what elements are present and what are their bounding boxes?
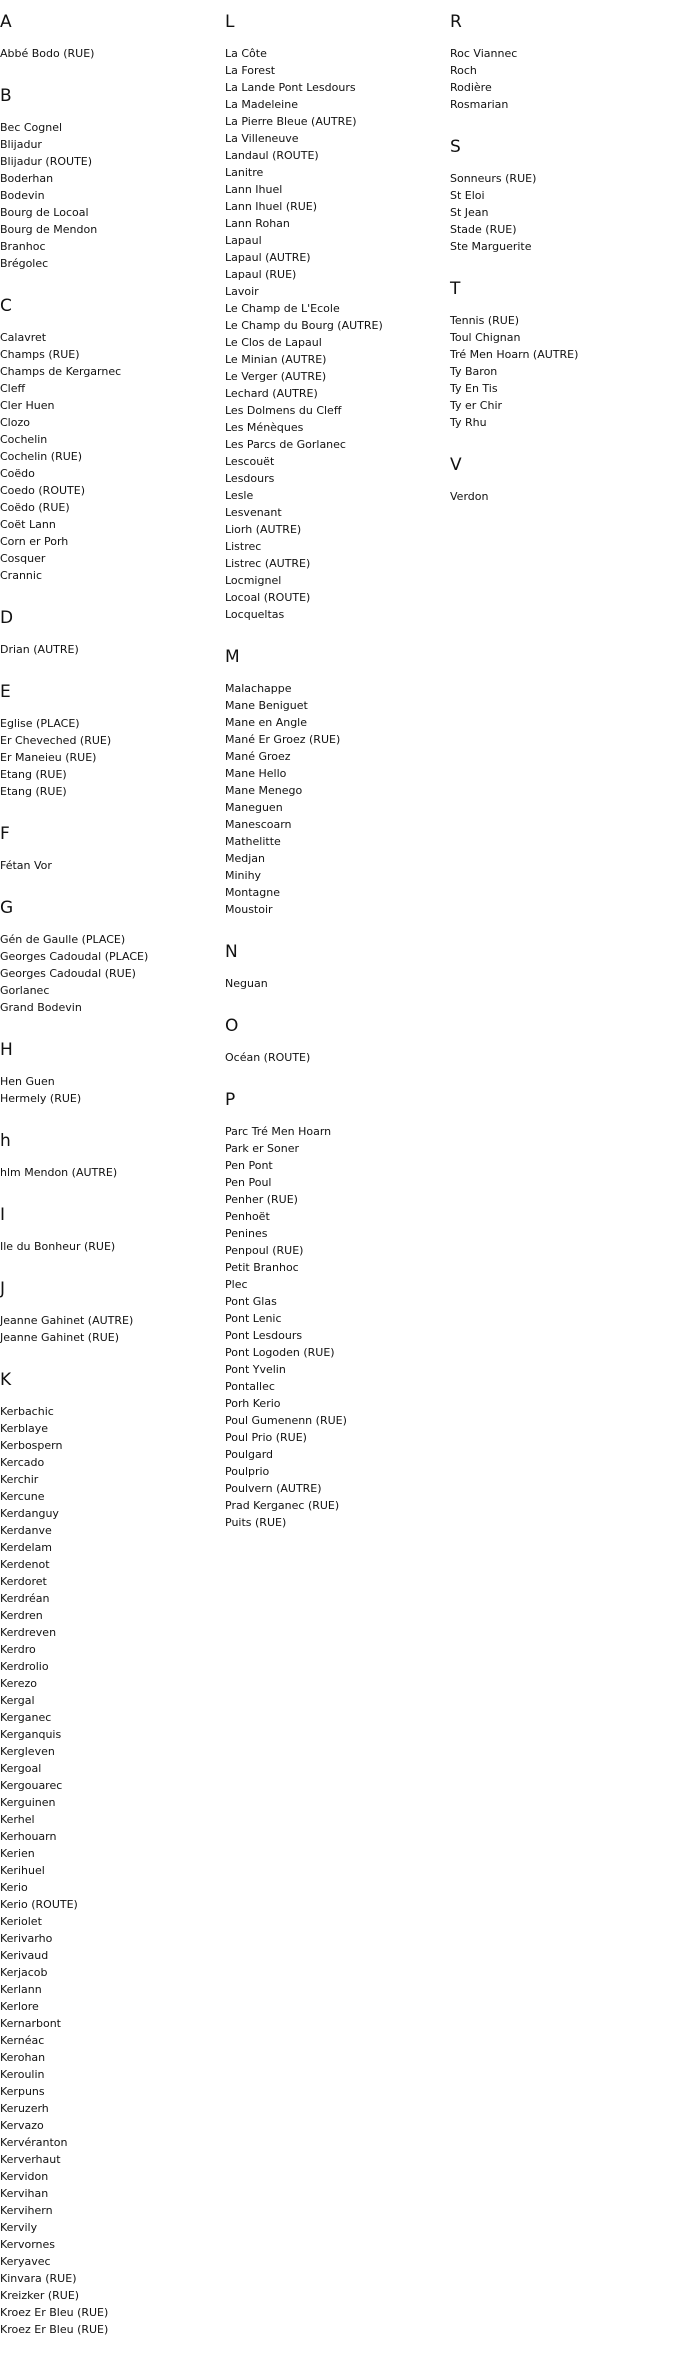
street-link-roch[interactable]: Roch xyxy=(450,64,477,77)
letter-heading: I xyxy=(0,1205,6,1225)
street-link-kerivaud[interactable]: Kerivaud xyxy=(0,1949,49,1962)
street-link-lann-rohan[interactable]: Lann Rohan xyxy=(225,217,290,230)
street-link-ty-en-tis[interactable]: Ty En Tis xyxy=(450,382,498,395)
street-link-tennis-rue[interactable]: Tennis (RUE) xyxy=(450,314,520,327)
street-link-locoal-route[interactable]: Locoal (ROUTE) xyxy=(225,591,311,604)
street-link-la-forest[interactable]: La Forest xyxy=(225,64,276,77)
street-link-les-meneques[interactable]: Les Ménèques xyxy=(225,421,304,434)
street-link-blijadur-route[interactable]: Blijadur (ROUTE) xyxy=(0,155,93,168)
street-link-medjan[interactable]: Medjan xyxy=(225,852,266,865)
letter-section-c xyxy=(0,296,215,584)
street-link-ile-du-bonheur-rue[interactable]: Ile du Bonheur (RUE) xyxy=(0,1240,116,1253)
street-link-kerjacob[interactable]: Kerjacob xyxy=(0,1966,48,1979)
street-link-kerio[interactable]: Kerio xyxy=(0,1881,28,1894)
street-link-clozo[interactable]: Clozo xyxy=(0,416,30,429)
street-link-drian-autre[interactable]: Drian (AUTRE) xyxy=(0,643,79,656)
street-link-blijadur[interactable]: Blijadur xyxy=(0,138,42,151)
street-link-le-champ-de-l-ecole[interactable]: Le Champ de L'Ecole xyxy=(225,302,340,315)
street-link-cosquer[interactable]: Cosquer xyxy=(0,552,46,565)
street-link-mane-hello[interactable]: Mane Hello xyxy=(225,767,287,780)
street-link-abbe-bodo-rue[interactable]: Abbé Bodo (RUE) xyxy=(0,47,95,60)
letter-section-d xyxy=(0,608,215,658)
street-link-keryavec[interactable]: Keryavec xyxy=(0,2255,51,2268)
street-link-park-er-soner[interactable]: Park er Soner xyxy=(225,1142,300,1155)
street-link-lapaul[interactable]: Lapaul xyxy=(225,234,262,247)
letter-section-h xyxy=(0,1131,215,1181)
street-link-keroulin[interactable]: Keroulin xyxy=(0,2068,45,2081)
street-link-neguan[interactable]: Neguan xyxy=(225,977,268,990)
street-link-mane-groez[interactable]: Mané Groez xyxy=(225,750,291,763)
street-link-landaul-route[interactable]: Landaul (ROUTE) xyxy=(225,149,319,162)
street-link-les-parcs-de-gorlanec[interactable]: Les Parcs de Gorlanec xyxy=(225,438,346,451)
street-link-grand-bodevin[interactable]: Grand Bodevin xyxy=(0,1001,82,1014)
letter-section-m xyxy=(225,647,440,918)
street-link-kerdanguy[interactable]: Kerdanguy xyxy=(0,1507,59,1520)
street-link-kerchir[interactable]: Kerchir xyxy=(0,1473,39,1486)
letter-heading: F xyxy=(0,824,10,844)
street-column-2 xyxy=(225,12,440,1555)
street-link-kerdenot[interactable]: Kerdenot xyxy=(0,1558,50,1571)
street-link-verdon[interactable]: Verdon xyxy=(450,490,489,503)
letter-heading: P xyxy=(225,1090,236,1110)
street-link-bec-cognel[interactable]: Bec Cognel xyxy=(0,121,63,134)
letter-section-o xyxy=(225,1016,440,1066)
street-link-kerlore[interactable]: Kerlore xyxy=(0,2000,39,2013)
street-link-georges-cadoudal-rue[interactable]: Georges Cadoudal (RUE) xyxy=(0,967,136,980)
street-link-kerbospern[interactable]: Kerbospern xyxy=(0,1439,63,1452)
street-link-kerohan[interactable]: Kerohan xyxy=(0,2051,46,2064)
street-link-locmignel[interactable]: Locmignel xyxy=(225,574,282,587)
street-link-kerdrolio[interactable]: Kerdrolio xyxy=(0,1660,49,1673)
street-link-pont-lenic[interactable]: Pont Lenic xyxy=(225,1312,282,1325)
street-link-kerganquis[interactable]: Kerganquis xyxy=(0,1728,62,1741)
street-link-branhoc[interactable]: Branhoc xyxy=(0,240,46,253)
street-link-la-villeneuve[interactable]: La Villeneuve xyxy=(225,132,299,145)
street-link-kerdelam[interactable]: Kerdelam xyxy=(0,1541,53,1554)
letter-section-l xyxy=(225,12,440,623)
street-link-mane-beniguet[interactable]: Mane Beniguet xyxy=(225,699,308,712)
street-link-lesvenant[interactable]: Lesvenant xyxy=(225,506,282,519)
street-link-poulgard[interactable]: Poulgard xyxy=(225,1448,274,1461)
street-link-kerverhaut[interactable]: Kerverhaut xyxy=(0,2153,61,2166)
street-link-mane-en-angle[interactable]: Mane en Angle xyxy=(225,716,308,729)
street-link-gorlanec[interactable]: Gorlanec xyxy=(0,984,50,997)
street-link-kerdreven[interactable]: Kerdreven xyxy=(0,1626,57,1639)
street-link-pen-pont[interactable]: Pen Pont xyxy=(225,1159,273,1172)
street-link-locqueltas[interactable]: Locqueltas xyxy=(225,608,285,621)
letter-section-j xyxy=(0,1279,215,1346)
street-link-cleff[interactable]: Cleff xyxy=(0,382,26,395)
street-link-fetan-vor[interactable]: Fétan Vor xyxy=(0,859,52,872)
street-link-listrec-autre[interactable]: Listrec (AUTRE) xyxy=(225,557,311,570)
street-link-pontallec[interactable]: Pontallec xyxy=(225,1380,275,1393)
street-link-poul-prio-rue[interactable]: Poul Prio (RUE) xyxy=(225,1431,307,1444)
street-link-la-cote[interactable]: La Côte xyxy=(225,47,267,60)
letter-section-v xyxy=(450,455,665,505)
street-link-hen-guen[interactable]: Hen Guen xyxy=(0,1075,55,1088)
street-column-3 xyxy=(450,12,665,529)
street-link-kerveranton[interactable]: Kervéranton xyxy=(0,2136,68,2149)
street-link-la-madeleine[interactable]: La Madeleine xyxy=(225,98,298,111)
street-link-ocean-route[interactable]: Océan (ROUTE) xyxy=(225,1051,311,1064)
street-link-petit-branhoc[interactable]: Petit Branhoc xyxy=(225,1261,299,1274)
street-link-lesdours[interactable]: Lesdours xyxy=(225,472,275,485)
street-link-coedo-rue[interactable]: Coëdo (RUE) xyxy=(0,501,70,514)
letter-section-t xyxy=(450,279,665,431)
street-link-georges-cadoudal-place[interactable]: Georges Cadoudal (PLACE) xyxy=(0,950,149,963)
street-link-eglise-place[interactable]: Eglise (PLACE) xyxy=(0,717,80,730)
street-link-porh-kerio[interactable]: Porh Kerio xyxy=(225,1397,281,1410)
street-link-etang-rue[interactable]: Etang (RUE) xyxy=(0,785,67,798)
street-link-le-minian-autre[interactable]: Le Minian (AUTRE) xyxy=(225,353,327,366)
street-link-lapaul-rue[interactable]: Lapaul (RUE) xyxy=(225,268,297,281)
street-link-kergal[interactable]: Kergal xyxy=(0,1694,35,1707)
street-link-kerlann[interactable]: Kerlann xyxy=(0,1983,42,1996)
street-link-kervihern[interactable]: Kervihern xyxy=(0,2204,53,2217)
street-link-lescouet[interactable]: Lescouët xyxy=(225,455,275,468)
street-link-stade-rue[interactable]: Stade (RUE) xyxy=(450,223,517,236)
street-link-pen-poul[interactable]: Pen Poul xyxy=(225,1176,272,1189)
street-link-pont-logoden-rue[interactable]: Pont Logoden (RUE) xyxy=(225,1346,335,1359)
street-link-kerbachic[interactable]: Kerbachic xyxy=(0,1405,54,1418)
street-link-kervihan[interactable]: Kervihan xyxy=(0,2187,49,2200)
letter-heading: C xyxy=(0,296,12,316)
street-link-kerivarho[interactable]: Kerivarho xyxy=(0,1932,53,1945)
letter-heading: G xyxy=(0,898,14,918)
street-link-kerguinen[interactable]: Kerguinen xyxy=(0,1796,56,1809)
letter-section-g xyxy=(0,898,215,1016)
street-link-listrec[interactable]: Listrec xyxy=(225,540,262,553)
street-link-kerdanve[interactable]: Kerdanve xyxy=(0,1524,52,1537)
street-link-er-maneieu-rue[interactable]: Er Maneieu (RUE) xyxy=(0,751,97,764)
street-link-poulvern-autre[interactable]: Poulvern (AUTRE) xyxy=(225,1482,322,1495)
street-link-kervidon[interactable]: Kervidon xyxy=(0,2170,49,2183)
street-link-sonneurs-rue[interactable]: Sonneurs (RUE) xyxy=(450,172,537,185)
street-link-mane-er-groez-rue[interactable]: Mané Er Groez (RUE) xyxy=(225,733,341,746)
street-link-montagne[interactable]: Montagne xyxy=(225,886,280,899)
street-link-gen-de-gaulle-place[interactable]: Gén de Gaulle (PLACE) xyxy=(0,933,126,946)
street-link-lapaul-autre[interactable]: Lapaul (AUTRE) xyxy=(225,251,311,264)
letter-section-s xyxy=(450,137,665,255)
street-link-kerhouarn[interactable]: Kerhouarn xyxy=(0,1830,57,1843)
street-link-pont-glas[interactable]: Pont Glas xyxy=(225,1295,277,1308)
street-link-kerdoret[interactable]: Kerdoret xyxy=(0,1575,47,1588)
street-link-kerneac[interactable]: Kernéac xyxy=(0,2034,45,2047)
street-link-kerpuns[interactable]: Kerpuns xyxy=(0,2085,45,2098)
street-link-kerien[interactable]: Kerien xyxy=(0,1847,35,1860)
street-link-kerdren[interactable]: Kerdren xyxy=(0,1609,43,1622)
street-link-bregolec[interactable]: Brégolec xyxy=(0,257,49,270)
street-link-penpoul-rue[interactable]: Penpoul (RUE) xyxy=(225,1244,304,1257)
street-link-maneguen[interactable]: Maneguen xyxy=(225,801,283,814)
street-link-kerhel[interactable]: Kerhel xyxy=(0,1813,35,1826)
street-link-lanitre[interactable]: Lanitre xyxy=(225,166,264,179)
street-link-lechard-autre[interactable]: Lechard (AUTRE) xyxy=(225,387,318,400)
street-link-manescoarn[interactable]: Manescoarn xyxy=(225,818,292,831)
street-link-lann-ihuel[interactable]: Lann Ihuel xyxy=(225,183,283,196)
street-link-calavret[interactable]: Calavret xyxy=(0,331,47,344)
street-link-st-eloi[interactable]: St Eloi xyxy=(450,189,485,202)
letter-heading: R xyxy=(450,12,462,32)
letter-section-p xyxy=(225,1090,440,1531)
letter-heading: M xyxy=(225,647,240,667)
street-link-er-cheveched-rue[interactable]: Er Cheveched (RUE) xyxy=(0,734,112,747)
street-link-malachappe[interactable]: Malachappe xyxy=(225,682,292,695)
street-link-coedo[interactable]: Coëdo xyxy=(0,467,35,480)
street-link-prad-kerganec-rue[interactable]: Prad Kerganec (RUE) xyxy=(225,1499,340,1512)
street-link-st-jean[interactable]: St Jean xyxy=(450,206,489,219)
letter-heading: J xyxy=(0,1279,6,1299)
street-link-plec[interactable]: Plec xyxy=(225,1278,248,1291)
letter-section-k xyxy=(0,1370,215,2338)
street-link-cochelin-rue[interactable]: Cochelin (RUE) xyxy=(0,450,83,463)
street-link-lann-ihuel-rue[interactable]: Lann Ihuel (RUE) xyxy=(225,200,318,213)
street-link-rodiere[interactable]: Rodière xyxy=(450,81,492,94)
letter-heading: H xyxy=(0,1040,13,1060)
street-link-rosmarian[interactable]: Rosmarian xyxy=(450,98,509,111)
street-link-kerdrean[interactable]: Kerdréan xyxy=(0,1592,50,1605)
street-link-kroez-er-bleu-rue[interactable]: Kroez Er Bleu (RUE) xyxy=(0,2306,109,2319)
letter-heading: A xyxy=(0,12,12,32)
letter-heading: K xyxy=(0,1370,12,1390)
letter-heading: h xyxy=(0,1131,11,1151)
letter-heading: T xyxy=(450,279,461,299)
street-link-kroez-er-bleu-rue[interactable]: Kroez Er Bleu (RUE) xyxy=(0,2323,109,2336)
street-link-puits-rue[interactable]: Puits (RUE) xyxy=(225,1516,287,1529)
street-link-keruzerh[interactable]: Keruzerh xyxy=(0,2102,49,2115)
letter-section-n xyxy=(225,942,440,992)
street-link-lavoir[interactable]: Lavoir xyxy=(225,285,259,298)
street-link-les-dolmens-du-cleff[interactable]: Les Dolmens du Cleff xyxy=(225,404,342,417)
letter-heading: V xyxy=(450,455,462,475)
street-link-le-clos-de-lapaul[interactable]: Le Clos de Lapaul xyxy=(225,336,322,349)
street-link-la-lande-pont-lesdours[interactable]: La Lande Pont Lesdours xyxy=(225,81,356,94)
street-link-kervornes[interactable]: Kervornes xyxy=(0,2238,55,2251)
street-link-poulprio[interactable]: Poulprio xyxy=(225,1465,270,1478)
street-link-bourg-de-locoal[interactable]: Bourg de Locoal xyxy=(0,206,89,219)
letter-heading: S xyxy=(450,137,461,157)
letter-heading: L xyxy=(225,12,235,32)
street-link-kergoal[interactable]: Kergoal xyxy=(0,1762,42,1775)
street-link-le-verger-autre[interactable]: Le Verger (AUTRE) xyxy=(225,370,327,383)
street-link-liorh-autre[interactable]: Liorh (AUTRE) xyxy=(225,523,302,536)
street-link-tre-men-hoarn-autre[interactable]: Tré Men Hoarn (AUTRE) xyxy=(450,348,579,361)
letter-section-a xyxy=(0,12,215,62)
street-link-kerezo[interactable]: Kerezo xyxy=(0,1677,37,1690)
street-link-cler-huen[interactable]: Cler Huen xyxy=(0,399,55,412)
street-link-kergleven[interactable]: Kergleven xyxy=(0,1745,55,1758)
letter-heading: D xyxy=(0,608,14,628)
street-link-poul-gumenenn-rue[interactable]: Poul Gumenenn (RUE) xyxy=(225,1414,347,1427)
street-link-champs-rue[interactable]: Champs (RUE) xyxy=(0,348,80,361)
street-link-parc-tre-men-hoarn[interactable]: Parc Tré Men Hoarn xyxy=(225,1125,332,1138)
letter-section-f xyxy=(0,824,215,874)
street-link-hermely-rue[interactable]: Hermely (RUE) xyxy=(0,1092,82,1105)
street-link-crannic[interactable]: Crannic xyxy=(0,569,42,582)
street-link-pont-lesdours[interactable]: Pont Lesdours xyxy=(225,1329,303,1342)
street-link-kercado[interactable]: Kercado xyxy=(0,1456,45,1469)
street-link-kergouarec[interactable]: Kergouarec xyxy=(0,1779,63,1792)
letter-section-h xyxy=(0,1040,215,1107)
street-link-ste-marguerite[interactable]: Ste Marguerite xyxy=(450,240,532,253)
letter-heading: B xyxy=(0,86,12,106)
street-link-champs-de-kergarnec[interactable]: Champs de Kergarnec xyxy=(0,365,122,378)
street-link-bourg-de-mendon[interactable]: Bourg de Mendon xyxy=(0,223,98,236)
street-link-kerblaye[interactable]: Kerblaye xyxy=(0,1422,49,1435)
street-link-hlm-mendon-autre[interactable]: hlm Mendon (AUTRE) xyxy=(0,1166,118,1179)
street-link-kerio-route[interactable]: Kerio (ROUTE) xyxy=(0,1898,78,1911)
letter-heading: N xyxy=(225,942,238,962)
street-link-corn-er-porh[interactable]: Corn er Porh xyxy=(0,535,69,548)
street-link-pont-yvelin[interactable]: Pont Yvelin xyxy=(225,1363,286,1376)
street-link-ty-er-chir[interactable]: Ty er Chir xyxy=(450,399,503,412)
letter-section-i xyxy=(0,1205,215,1255)
letter-heading: E xyxy=(0,682,11,702)
letter-section-e xyxy=(0,682,215,800)
street-link-le-champ-du-bourg-autre[interactable]: Le Champ du Bourg (AUTRE) xyxy=(225,319,383,332)
street-link-ty-baron[interactable]: Ty Baron xyxy=(450,365,498,378)
street-link-etang-rue[interactable]: Etang (RUE) xyxy=(0,768,67,781)
street-link-kervazo[interactable]: Kervazo xyxy=(0,2119,44,2132)
street-link-mathelitte[interactable]: Mathelitte xyxy=(225,835,281,848)
street-link-penher-rue[interactable]: Penher (RUE) xyxy=(225,1193,298,1206)
street-link-bodevin[interactable]: Bodevin xyxy=(0,189,45,202)
street-link-lesle[interactable]: Lesle xyxy=(225,489,254,502)
street-link-kerihuel[interactable]: Kerihuel xyxy=(0,1864,45,1877)
letter-section-r xyxy=(450,12,665,113)
street-link-minihy[interactable]: Minihy xyxy=(225,869,262,882)
street-link-coedo-route[interactable]: Coedo (ROUTE) xyxy=(0,484,85,497)
street-link-keriolet[interactable]: Keriolet xyxy=(0,1915,42,1928)
street-link-jeanne-gahinet-autre[interactable]: Jeanne Gahinet (AUTRE) xyxy=(0,1314,134,1327)
street-link-kercune[interactable]: Kercune xyxy=(0,1490,45,1503)
street-column-1 xyxy=(0,12,215,2362)
street-link-la-pierre-bleue-autre[interactable]: La Pierre Bleue (AUTRE) xyxy=(225,115,357,128)
street-link-kernarbont[interactable]: Kernarbont xyxy=(0,2017,61,2030)
street-link-kervily[interactable]: Kervily xyxy=(0,2221,38,2234)
street-link-coet-lann[interactable]: Coët Lann xyxy=(0,518,56,531)
street-link-ty-rhu[interactable]: Ty Rhu xyxy=(450,416,487,429)
street-link-mane-menego[interactable]: Mane Menego xyxy=(225,784,303,797)
street-link-kerganec[interactable]: Kerganec xyxy=(0,1711,52,1724)
street-link-cochelin[interactable]: Cochelin xyxy=(0,433,48,446)
street-link-jeanne-gahinet-rue[interactable]: Jeanne Gahinet (RUE) xyxy=(0,1331,120,1344)
letter-heading: O xyxy=(225,1016,239,1036)
street-link-kerdro[interactable]: Kerdro xyxy=(0,1643,36,1656)
street-link-boderhan[interactable]: Boderhan xyxy=(0,172,54,185)
street-link-moustoir[interactable]: Moustoir xyxy=(225,903,273,916)
street-link-toul-chignan[interactable]: Toul Chignan xyxy=(450,331,521,344)
street-link-penhoet[interactable]: Penhoët xyxy=(225,1210,270,1223)
street-link-kinvara-rue[interactable]: Kinvara (RUE) xyxy=(0,2272,77,2285)
street-link-penines[interactable]: Penines xyxy=(225,1227,268,1240)
letter-section-b xyxy=(0,86,215,272)
street-link-roc-viannec[interactable]: Roc Viannec xyxy=(450,47,518,60)
street-link-kreizker-rue[interactable]: Kreizker (RUE) xyxy=(0,2289,80,2302)
